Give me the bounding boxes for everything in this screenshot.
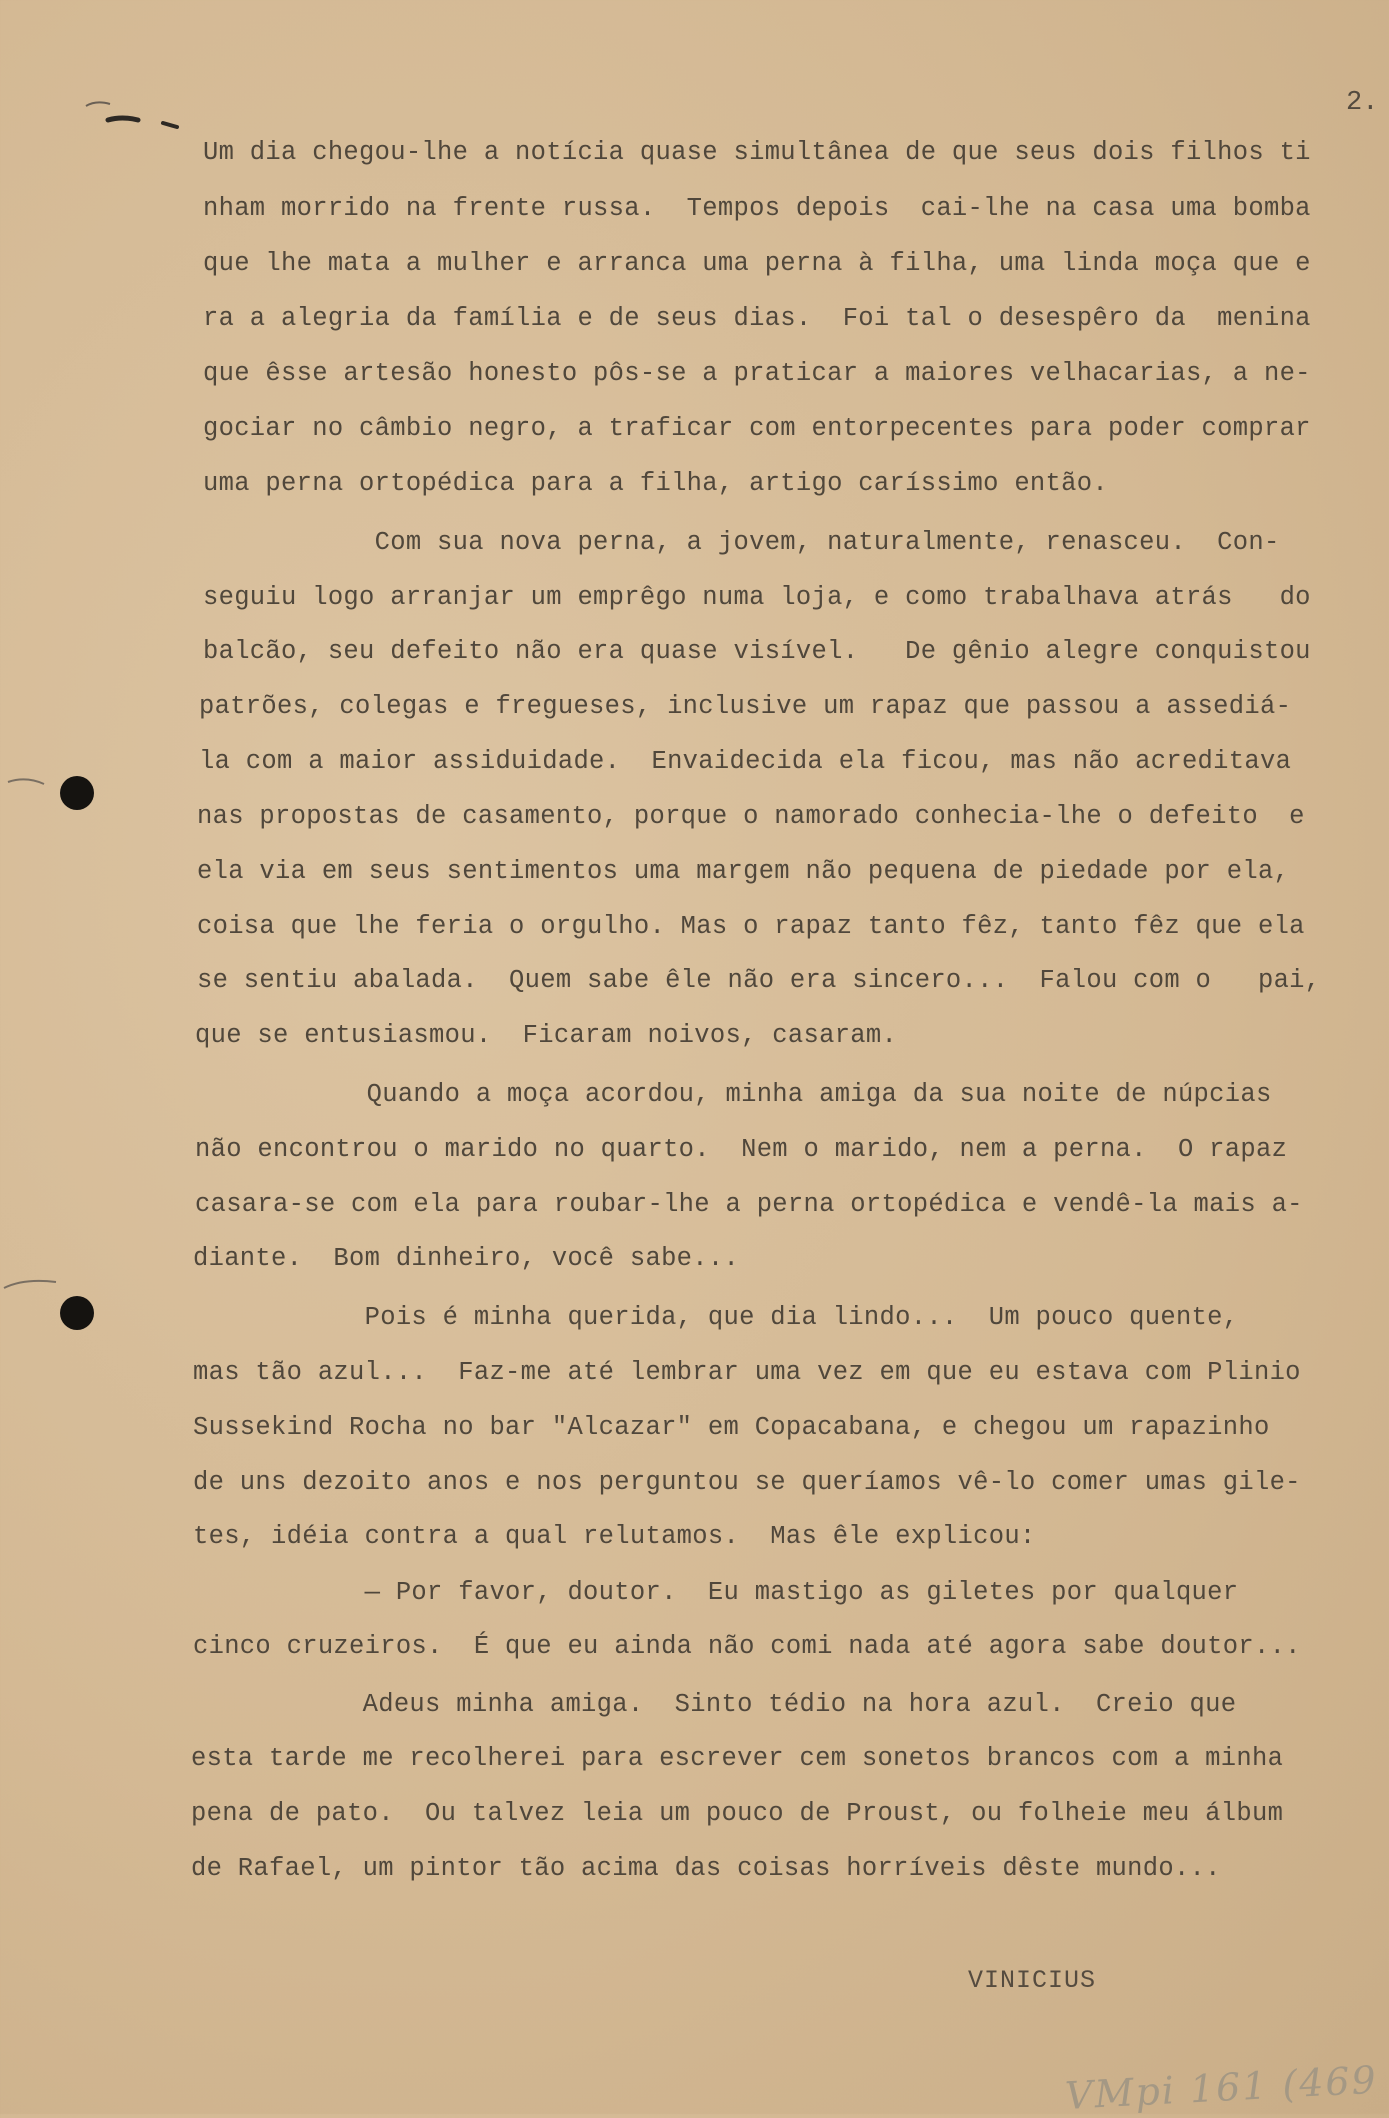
text-line: uma perna ortopédica para a filha, artigo caríssimo então. — [203, 469, 1108, 498]
page-number: 2. — [1346, 88, 1379, 118]
text-line: la com a maior assiduidade. Envaidecida ela ficou, mas não acreditava — [199, 747, 1292, 776]
text-line: coisa que lhe feria o orgulho. Mas o rapaz tanto fêz, tanto fêz que ela — [197, 912, 1305, 941]
text-line: não encontrou o marido no quarto. Nem o marido, nem a perna. O rapaz — [195, 1135, 1288, 1164]
text-line: de uns dezoito anos e nos perguntou se queríamos vê-lo comer umas gile- — [193, 1468, 1301, 1497]
text-line: Sussekind Rocha no bar "Alcazar" em Copacabana, e chegou um rapazinho — [193, 1413, 1270, 1442]
text-line: ela via em seus sentimentos uma margem não pequena de piedade por ela, — [197, 857, 1290, 886]
text-line: mas tão azul... Faz-me até lembrar uma vez em que eu estava com Plinio — [193, 1358, 1301, 1387]
text-line: Quando a moça acordou, minha amiga da sua noite de núpcias — [195, 1080, 1272, 1109]
text-line: tes, idéia contra a qual relutamos. Mas êle explicou: — [193, 1522, 1036, 1551]
text-line: Um dia chegou-lhe a notícia quase simultânea de que seus dois filhos ti — [203, 138, 1311, 167]
text-line: esta tarde me recolherei para escrever cem sonetos brancos com a minha — [191, 1744, 1284, 1773]
text-line: que lhe mata a mulher e arranca uma perna à filha, uma linda moça que e — [203, 249, 1311, 278]
text-line: ra a alegria da família e de seus dias. Foi tal o desespêro da menina — [203, 304, 1311, 333]
text-line: casara-se com ela para roubar-lhe a perna ortopédica e vendê-la mais a- — [195, 1190, 1303, 1219]
text-line: nas propostas de casamento, porque o namorado conhecia-lhe o defeito e — [197, 802, 1305, 831]
text-line: de Rafael, um pintor tão acima das coisas horríveis dêste mundo... — [191, 1854, 1221, 1883]
text-line: cinco cruzeiros. É que eu ainda não comi nada até agora sabe doutor... — [193, 1632, 1301, 1661]
text-line: balcão, seu defeito não era quase visível. De gênio alegre conquistou — [203, 637, 1311, 666]
ink-marks — [0, 0, 200, 1400]
text-line: pena de pato. Ou talvez leia um pouco de Proust, ou folheie meu álbum — [191, 1799, 1284, 1828]
archive-catalog-mark: VMpi 161 (469 — [1064, 2057, 1379, 2118]
text-line: que se entusiasmou. Ficaram noivos, casaram. — [195, 1021, 898, 1050]
text-line: se sentiu abalada. Quem sabe êle não era sincero... Falou com o pai, — [197, 966, 1321, 995]
text-line: gociar no câmbio negro, a traficar com entorpecentes para poder comprar — [203, 414, 1311, 443]
text-line: Pois é minha querida, que dia lindo... Um pouco quente, — [193, 1303, 1239, 1332]
text-line: Com sua nova perna, a jovem, naturalmente, renasceu. Con- — [203, 528, 1280, 557]
text-line: nham morrido na frente russa. Tempos depois cai-lhe na casa uma bomba — [203, 194, 1311, 223]
text-line: seguiu logo arranjar um emprêgo numa loja, e como trabalhava atrás do — [203, 583, 1311, 612]
text-line: Adeus minha amiga. Sinto tédio na hora azul. Creio que — [191, 1690, 1237, 1719]
text-line: patrões, colegas e fregueses, inclusive um rapaz que passou a assediá- — [199, 692, 1292, 721]
text-line: — Por favor, doutor. Eu mastigo as giletes por qualquer — [193, 1578, 1239, 1607]
text-line: que êsse artesão honesto pôs-se a praticar a maiores velhacarias, a ne- — [203, 359, 1311, 388]
text-line: diante. Bom dinheiro, você sabe... — [193, 1244, 740, 1273]
signature: VINICIUS — [968, 1966, 1097, 1995]
